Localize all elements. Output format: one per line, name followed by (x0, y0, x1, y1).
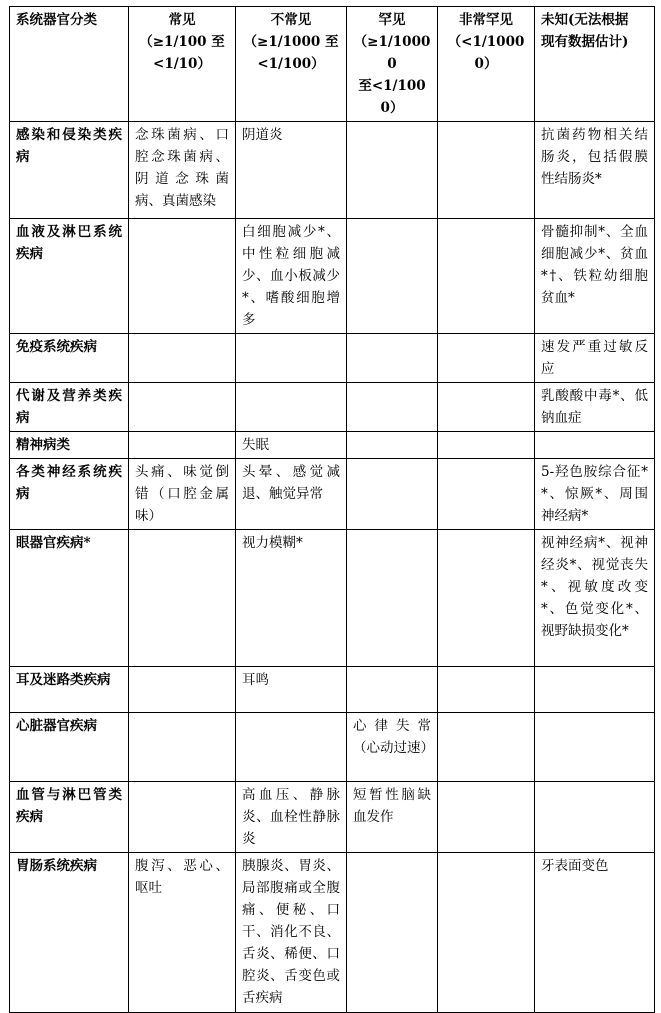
unknown-cell: 5-羟色胺综合征**、惊厥*、周围神经病* (535, 459, 655, 530)
uncommon-cell (236, 383, 347, 432)
very-rare-cell (438, 530, 535, 667)
rare-cell (347, 219, 438, 334)
uncommon-cell: 高血压、静脉炎、血栓性静脉炎 (236, 782, 347, 853)
organ-class-cell: 感染和侵染类疾病 (10, 122, 129, 219)
uncommon-cell: 耳鸣 (236, 667, 347, 713)
common-cell (129, 432, 236, 459)
rare-cell (347, 122, 438, 219)
organ-class-cell: 胃肠系统疾病 (10, 853, 129, 1013)
table-row (10, 782, 655, 853)
organ-class-cell: 代谢及营养类疾病 (10, 383, 129, 432)
organ-class-cell: 耳及迷路类疾病 (10, 667, 129, 713)
header-unknown: 未知(无法根据 现有数据估计) (535, 7, 655, 122)
common-cell (129, 219, 236, 334)
uncommon-cell: 视力模糊* (236, 530, 347, 667)
unknown-cell (535, 432, 655, 459)
header-uncommon: 不常见 （≥1/1000 至 <1/100） (236, 7, 347, 122)
unknown-cell (535, 667, 655, 713)
uncommon-cell: 白细胞减少*、中性粒细胞减少、血小板减少*、嗜酸细胞增多 (236, 219, 347, 334)
header-common: 常见 （≥1/100 至 <1/10） (129, 7, 236, 122)
common-cell (129, 530, 236, 667)
unknown-cell (535, 782, 655, 853)
rare-cell (347, 667, 438, 713)
header-rare: 罕见 （≥1/10000 至<1/1000） (347, 7, 438, 122)
unknown-cell: 牙表面变色 (535, 853, 655, 1013)
unknown-cell: 速发严重过敏反应 (535, 334, 655, 383)
header-organ-class: 系统器官分类 (10, 7, 129, 122)
organ-class-cell: 心脏器官疾病 (10, 713, 129, 782)
very-rare-cell (438, 459, 535, 530)
rare-cell (347, 432, 438, 459)
organ-class-cell: 各类神经系统疾病 (10, 459, 129, 530)
organ-class-cell: 免疫系统疾病 (10, 334, 129, 383)
header-very-rare: 非常罕见 （<1/10000） (438, 7, 535, 122)
very-rare-cell (438, 122, 535, 219)
table-row (10, 383, 655, 432)
organ-class-cell: 血液及淋巴系统疾病 (10, 219, 129, 334)
uncommon-cell: 阴道炎 (236, 122, 347, 219)
uncommon-cell: 胰腺炎、胃炎、局部腹痛或全腹痛、便秘、口干、消化不良、舌炎、稀便、口腔炎、舌变色或舌疾病 (236, 853, 347, 1013)
common-cell (129, 334, 236, 383)
table-row (10, 219, 655, 334)
very-rare-cell (438, 713, 535, 782)
uncommon-cell: 失眠 (236, 432, 347, 459)
table-row (10, 459, 655, 530)
table-row (10, 667, 655, 713)
table-row (10, 853, 655, 1013)
very-rare-cell (438, 334, 535, 383)
rare-cell (347, 334, 438, 383)
table-row (10, 334, 655, 383)
very-rare-cell (438, 219, 535, 334)
uncommon-cell (236, 334, 347, 383)
rare-cell (347, 459, 438, 530)
common-cell (129, 667, 236, 713)
unknown-cell: 抗菌药物相关结肠炎，包括假膜性结肠炎* (535, 122, 655, 219)
table-row (10, 122, 655, 219)
very-rare-cell (438, 383, 535, 432)
rare-cell (347, 383, 438, 432)
very-rare-cell (438, 432, 535, 459)
rare-cell (347, 853, 438, 1013)
common-cell (129, 782, 236, 853)
common-cell (129, 383, 236, 432)
unknown-cell: 乳酸酸中毒*、低钠血症 (535, 383, 655, 432)
table-row (10, 713, 655, 782)
organ-class-cell: 精神病类 (10, 432, 129, 459)
common-cell (129, 713, 236, 782)
common-cell: 腹泻、恶心、呕吐 (129, 853, 236, 1013)
common-cell: 头痛、味觉倒错（口腔金属味） (129, 459, 236, 530)
rare-cell (347, 530, 438, 667)
adverse-reactions-table (9, 6, 655, 1013)
organ-class-cell: 血管与淋巴管类疾病 (10, 782, 129, 853)
common-cell: 念珠菌病、口腔念珠菌病、阴道念珠菌病、真菌感染 (129, 122, 236, 219)
rare-cell: 心律失常（心动过速） (347, 713, 438, 782)
organ-class-cell: 眼器官疾病* (10, 530, 129, 667)
unknown-cell (535, 713, 655, 782)
header-row (10, 7, 655, 122)
unknown-cell: 骨髓抑制*、全血细胞减少*、贫血*†、铁粒幼细胞贫血* (535, 219, 655, 334)
table-row (10, 432, 655, 459)
very-rare-cell (438, 667, 535, 713)
uncommon-cell (236, 713, 347, 782)
uncommon-cell: 头晕、感觉减退、触觉异常 (236, 459, 347, 530)
unknown-cell: 视神经病*、视神经炎*、视觉丧失*、视敏度改变*、色觉变化*、视野缺损变化* (535, 530, 655, 667)
very-rare-cell (438, 853, 535, 1013)
very-rare-cell (438, 782, 535, 853)
rare-cell: 短暂性脑缺血发作 (347, 782, 438, 853)
table-row (10, 530, 655, 667)
